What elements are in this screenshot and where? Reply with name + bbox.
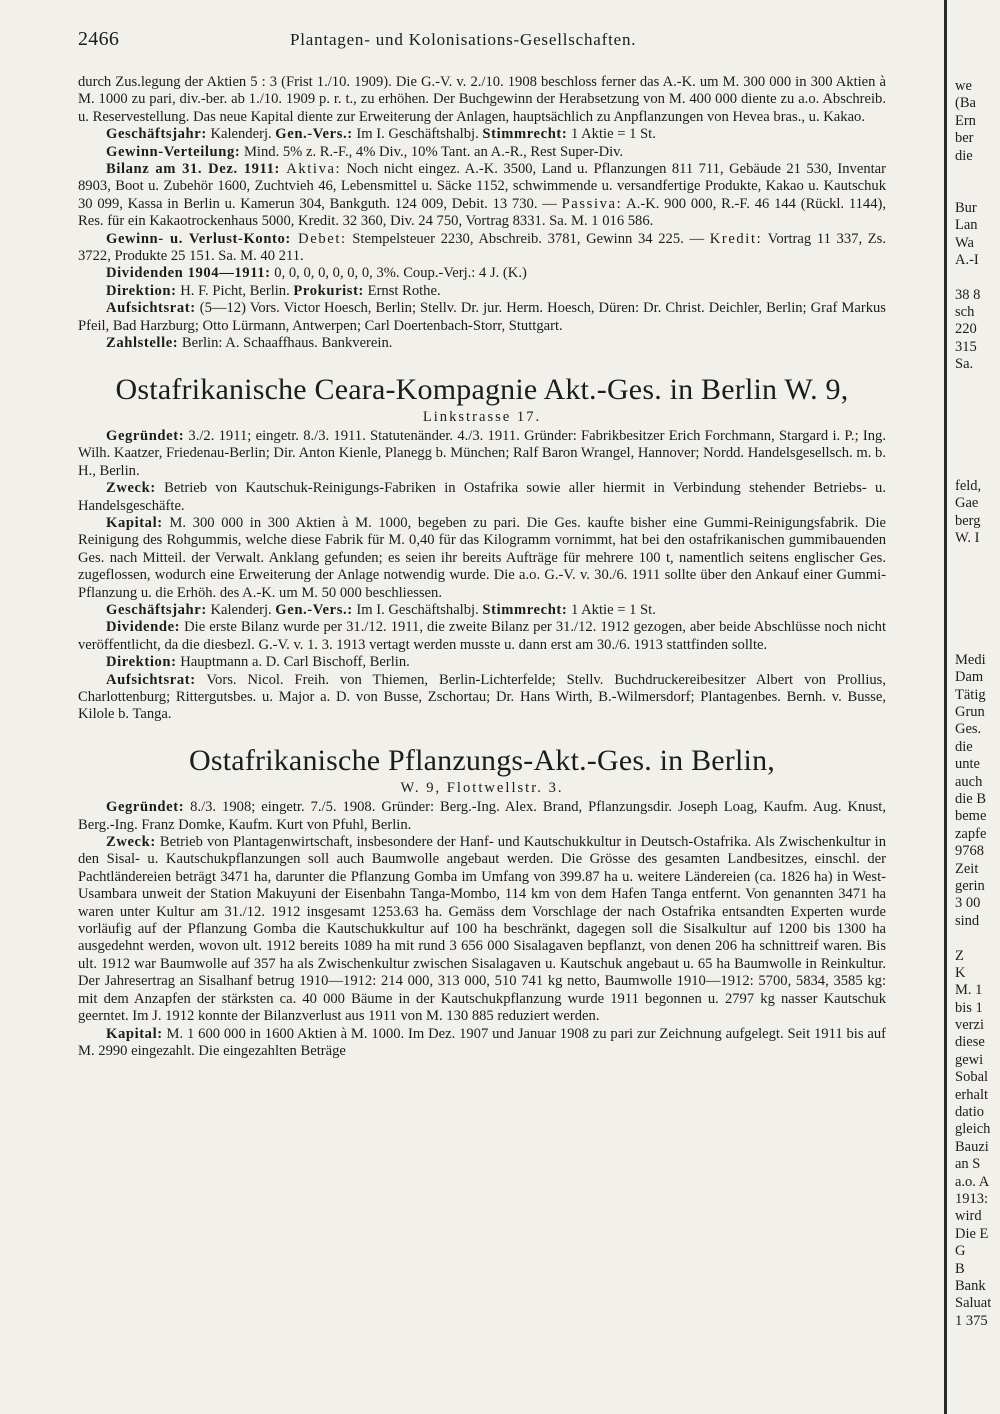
margin-fragment: K — [955, 964, 966, 981]
margin-fragment: zapfe — [955, 825, 987, 842]
company-title-ceara: Ostafrikanische Ceara-Kompagnie Akt.-Ges. in Berlin W. 9, — [115, 372, 849, 406]
page-header — [78, 28, 934, 56]
margin-fragment: Gae — [955, 495, 979, 512]
section1-gv-konto — [78, 231, 886, 266]
section1-dividenden — [78, 265, 886, 282]
margin-fragment: feld, — [955, 477, 982, 494]
margin-fragment — [955, 408, 1000, 425]
section2-gegruendet — [78, 428, 886, 480]
margin-fragment: diese — [955, 1034, 985, 1051]
geschaeftsjahr-label: Geschäftsjahr: — [106, 126, 207, 143]
dividenden-label: Dividenden 1904—1911: — [106, 265, 271, 282]
margin-fragment: G — [955, 1243, 966, 1260]
aufsichtsrat-label: Aufsichtsrat: — [106, 300, 196, 317]
margin-fragment — [955, 461, 1000, 478]
margin-fragment: 9768 — [955, 843, 984, 860]
gewinn-text: Mind. 5% z. R.-F., 4% Div., 10% Tant. an A.-R., Rest Super-Div. — [240, 143, 624, 160]
margin-fragment: (Ba — [955, 95, 976, 112]
genvers-text: Im I. Geschäftshalbj. — [352, 126, 483, 143]
company-address-pflanzungs: W. 9, Flottwellstr. 3. — [400, 779, 564, 796]
column-divider — [944, 0, 947, 1414]
section2-aufsichtsrat — [78, 672, 886, 724]
margin-fragment: 220 — [955, 321, 977, 338]
prokurist-text: Ernst Rothe. — [364, 282, 441, 299]
direktion-label: Direktion: — [106, 282, 177, 299]
bilanz-label: Bilanz am 31. Dez. 1911: — [106, 161, 280, 178]
margin-fragment: auch — [955, 773, 983, 790]
margin-fragment: wird — [955, 1208, 982, 1225]
zweck-label: Zweck: — [106, 834, 156, 851]
company-title-pflanzungs: Ostafrikanische Pflanzungs-Akt.-Ges. in Berlin, — [189, 743, 775, 777]
gegruendet-text: 3./2. 1911; eingetr. 8./3. 1911. Statutenänder. 4./3. 1911. Gründer: Fabrikbesitzer Erich Forchmann, Stargard i. P.; Ing. Wilh. Kaatzer, Friedenau-Berlin; Dir. Anton Kienle, Planegg b. München; Ralf Baron Wrangel, Hannover; Nordd. Handelsgesellsch. m. b. H., Berlin. — [78, 427, 886, 479]
zahlstelle-text: Berlin: A. Schaaffhaus. Bankverein. — [178, 335, 393, 352]
section1-zahlstelle — [78, 335, 886, 352]
gv-debet-text: Stempelsteuer 2230, Abschreib. 3781, Gewinn 34 225. — — [346, 230, 710, 247]
genvers-text: Im I. Geschäftshalbj. — [352, 601, 483, 618]
margin-fragment — [955, 930, 1000, 947]
margin-fragment: Grun — [955, 704, 985, 721]
margin-fragment: gerin — [955, 877, 985, 894]
bilanz-passiva-word: Passiva: — [561, 195, 623, 212]
margin-fragment: Sobal — [955, 1069, 989, 1086]
margin-fragment: Bur — [955, 199, 977, 216]
genvers-label: Gen.-Vers.: — [275, 601, 353, 618]
prokurist-label: Prokurist: — [293, 282, 364, 299]
stimmrecht-label: Stimmrecht: — [482, 601, 568, 618]
bilanz-aktiva-word: Aktiva: — [279, 161, 342, 178]
aufsichtsrat-text: Vors. Nicol. Freih. von Thiemen, Berlin-Lichterfelde; Stellv. Buchdruckereibesitzer Albert von Prollius, Charlottenburg; Rittergutsbes. u. Major a. D. von Busse, Zschortau; Dr. Hans Wirth, B.-Wilmersdorf; Plantagenbes. Bernh. v. Busse, Kilole b. Tanga. — [78, 671, 886, 723]
margin-fragment: Tätig — [955, 686, 986, 703]
margin-fragment: A.-I — [955, 251, 979, 268]
margin-fragment — [955, 374, 1000, 391]
margin-fragment — [955, 426, 1000, 443]
zweck-text: Betrieb von Plantagenwirtschaft, insbesondere der Hanf- und Kautschukkultur in Deutsch-Ostafrika. Als Zwischenkultur in den Sisal- u. Kautschukpflanzungen soll auch Baumwolle angebaut werden. Die Grösse des gesamten Landbesitzes, einschl. der Pachtländereien beträgt 3471 ha, darunter die Pflanzung Gomba im Umfang von 399.87 ha u. weitere Ländereien (ca. 1826 ha) in West-Usambara unweit der Station Makuyuni der Eisenbahn Tanga-Mombo, 114 km von dem Hafen Tanga entfernt. Von genannten 3471 ha waren unter Kultur am 31./12. 1912 insgesamt 1253.63 ha. Gemäss dem Vorschlage der nach Ostafrika entsandten Experten wurde vorläufig auf der Pflanzung Gomba die Kautschukkultur auf 100 ha beschränkt, dagegen soll die Sisalkultur auf 1200 bis 1300 ha ausgedehnt werden, wovon ult. 1912 bereits 1089 ha mit rund 3 656 000 Sisalagaven bepflanzt, von denen 206 ha schnittreif waren. Bis ult. 1912 war Baumwolle auf 357 ha als Zwischenkultur zwischen Sisalagaven u. Kautschuk angebaut u. 65 ha Baumwolle in Reinkultur. Der Jahresertrag an Sisalhanf betrug 1910—1912: 214 000, 313 000, 510 741 kg netto, Baumwolle 1910—1912: 5700, 5834, 3585 kg: mit dem Anzapfen der stärksten ca. 40 000 Bäume in der Kautschukpflanzung wurde 1911 begonnen u. 2797 kg nasser Kautschuk geerntet. Im J. 1912 konnte der Bilanzverlust aus 1911 von M. 130 885 reduziert werden. — [78, 834, 886, 1025]
zweck-label: Zweck: — [106, 480, 156, 497]
stimmrecht-text: 1 Aktie = 1 St. — [567, 601, 656, 618]
margin-fragment: verzi — [955, 1017, 984, 1034]
margin-fragment: Bauzi — [955, 1138, 989, 1155]
section2-kapital — [78, 515, 886, 602]
margin-fragment — [955, 600, 1000, 617]
margin-fragment — [955, 165, 1000, 182]
direktion-text: H. F. Picht, Berlin. — [176, 282, 294, 299]
gegruendet-label: Gegründet: — [106, 427, 185, 444]
margin-fragment: an S — [955, 1156, 981, 1173]
adjacent-page-margin — [955, 78, 1000, 1408]
margin-fragment: 1 375 — [955, 1312, 988, 1329]
direktion-label: Direktion: — [106, 654, 177, 671]
margin-fragment: Medi — [955, 651, 986, 668]
section1-gewinn — [78, 144, 886, 161]
bilanz-passiva-text: A.-K. 900 000, R.-F. 46 144 (Rückl. 1144), Res. für ein Kakaotrockenhaus 5000, Kredit. 32 360, Div. 24 750, Vortrag 8331. Sa. M. 1 016 586. — [78, 195, 886, 230]
section2-geschaeftsjahr — [78, 602, 886, 619]
gegruendet-text: 8./3. 1908; eingetr. 7./5. 1908. Gründer: Berg.-Ing. Alex. Brand, Pflanzungsdir. Joseph Loag, Kaufm. Aug. Knust, Berg.-Ing. Franz Domke, Kaufm. Kurt von Pfuhl, Berlin. — [78, 799, 886, 833]
section2-zweck — [78, 480, 886, 515]
margin-fragment: Bank — [955, 1277, 986, 1294]
gv-label: Gewinn- u. Verlust-Konto: — [106, 230, 291, 247]
margin-fragment: Zeit — [955, 860, 979, 877]
section1-bilanz — [78, 161, 886, 231]
margin-fragment: M. 1 — [955, 982, 983, 999]
section2-dividende — [78, 619, 886, 654]
company-address-ceara: Linkstrasse 17. — [422, 408, 542, 425]
dividende-text: Die erste Bilanz wurde per 31./12. 1911, die zweite Bilanz per 31./12. 1912 gezogen, aber beide Abschlüsse noch nicht veröffentlicht, da die diesbezl. G.-V. v. 1. 3. 1913 vertagt werden musste u. dann erst am 30./6. 1913 stattfinden sollte. — [78, 619, 886, 653]
gewinn-label: Gewinn-Verteilung: — [106, 143, 241, 160]
gv-kredit-text: Vortrag 11 337, Zs. 3722, Produkte 25 151. Sa. M. 40 211. — [78, 230, 886, 265]
margin-fragment — [955, 182, 1000, 199]
margin-fragment: we — [955, 78, 972, 94]
margin-fragment: B — [955, 1260, 965, 1277]
margin-fragment: erhalt — [955, 1086, 989, 1103]
margin-fragment: Dam — [955, 669, 984, 686]
section1-intro: durch Zus.legung der Aktien 5 : 3 (Frist 1./10. 1909). Die G.-V. v. 2./10. 1908 beschloss ferner das A.-K. um M. 300 000 in 300 Aktien à M. 1000 zu pari, div.-ber. ab 1./10. 1909 p. r. t., zu erhöhen. Der Buchgewinn der Herabsetzung von M. 400 000 diente zu a.o. Abschreib. u. Reservestellung. Das neue Kapital diente zur Erweiterung der Anlagen, hauptsächlich zu Anpflanzungen von Hevea bras., u. Kakao. — [78, 74, 886, 125]
margin-fragment: Die E — [955, 1225, 989, 1242]
margin-fragment: sind — [955, 912, 980, 929]
margin-fragment — [955, 635, 1000, 652]
margin-fragment: 1913: — [955, 1191, 989, 1207]
margin-fragment: 315 — [955, 338, 977, 355]
geschaeftsjahr-text: Kalenderj. — [206, 601, 276, 618]
gegruendet-label: Gegründet: — [106, 799, 185, 816]
margin-fragment — [955, 582, 1000, 599]
margin-fragment — [955, 443, 1000, 460]
margin-fragment: Lan — [955, 217, 978, 234]
margin-fragment: die — [955, 147, 973, 164]
section3-gegruendet — [78, 799, 886, 834]
section1-geschaeftsjahr — [78, 126, 886, 143]
kapital-text: M. 300 000 in 300 Aktien à M. 1000, begeben zu pari. Die Ges. kaufte bisher eine Gummi-Reinigungsfabrik. Die Reinigung des Rohgummis, welche diese Fabrik für M. 0,40 für das Kilogramm vornimmt, hat bei den ostafrikanischen gummibauenden Ges. nach Mitteil. der Verwalt. Anklang gefunden; es seien ihr bereits Aufträge für mehrere 100 t, namentlich seitens englischer Ges. zugeflossen, wodurch eine Erweiterung der Anlage notwendig wurde. Die a.o. G.-V. v. 30./6. 1911 sollte über den Ankauf einer Gummi-Pflanzung u. die Erhöh. des A.-K. um M. 50 000 beschliessen. — [78, 514, 886, 601]
margin-fragment: gewi — [955, 1051, 984, 1068]
genvers-label: Gen.-Vers.: — [275, 126, 353, 143]
kapital-label: Kapital: — [106, 1025, 163, 1042]
aufsichtsrat-text: (5—12) Vors. Victor Hoesch, Berlin; Stellv. Dr. jur. Herm. Hoesch, Düren: Dr. Christ. Deichler, Berlin; Graf Markus Pfeil, Bad Harzburg; Otto Lürmann, Antwerpen; Carl Doertenbach-Storr, Stuttgart. — [78, 300, 886, 334]
margin-fragment: 38 8 — [955, 286, 981, 303]
margin-fragment — [955, 269, 1000, 286]
section3-kapital — [78, 1026, 886, 1061]
kapital-label: Kapital: — [106, 514, 163, 531]
margin-fragment: berg — [955, 512, 981, 529]
geschaeftsjahr-label: Geschäftsjahr: — [106, 601, 207, 618]
margin-fragment: datio — [955, 1104, 984, 1121]
margin-fragment: gleich — [955, 1121, 991, 1138]
margin-fragment: ber — [955, 130, 974, 147]
margin-fragment: die B — [955, 791, 987, 808]
section3-zweck — [78, 834, 886, 1025]
dividende-label: Dividende: — [106, 619, 181, 636]
margin-fragment — [955, 617, 1000, 634]
margin-fragment: a.o. A — [955, 1173, 990, 1190]
section1-aufsichtsrat — [78, 300, 886, 335]
running-title: Plantagen- und Kolonisations-Gesellschaften. — [290, 30, 637, 49]
margin-fragment: 3 00 — [955, 895, 981, 912]
kapital-text: M. 1 600 000 in 1600 Aktien à M. 1000. Im Dez. 1907 und Januar 1908 zu pari zur Zeichnung aufgelegt. Seit 1911 bis auf M. 2990 eingezahlt. Die eingezahlten Beträge — [78, 1025, 886, 1059]
main-column — [78, 74, 886, 1060]
margin-fragment: sch — [955, 304, 975, 321]
margin-fragment: Z — [955, 947, 964, 964]
aufsichtsrat-label: Aufsichtsrat: — [106, 671, 196, 688]
direktion-text: Hauptmann a. D. Carl Bischoff, Berlin. — [176, 654, 410, 671]
margin-fragment: unte — [955, 756, 980, 773]
margin-fragment: Ern — [955, 112, 976, 129]
margin-fragment: Ges. — [955, 721, 982, 738]
margin-fragment: Saluat — [955, 1295, 992, 1312]
zahlstelle-label: Zahlstelle: — [106, 335, 179, 352]
margin-fragment: bis 1 — [955, 999, 983, 1016]
margin-fragment: Sa. — [955, 356, 974, 373]
page-number: 2466 — [78, 28, 120, 50]
section2-direktion — [78, 654, 886, 671]
margin-fragment: Wa — [955, 234, 974, 251]
margin-fragment: beme — [955, 808, 987, 825]
gv-debet-word: Debet: — [290, 230, 347, 247]
stimmrecht-label: Stimmrecht: — [482, 126, 568, 143]
bilanz-aktiva-text: Noch nicht eingez. A.-K. 3500, Land u. Pflanzungen 811 711, Gebäude 21 530, Inventar 8903, Boot u. Zubehör 1600, Zuchtvieh 46, Lebensmittel u. Säcke 1152, schwimmende u. versandfertige Produkte, Kakao u. Kautschuk 30 099, Kassa in Berlin u. Kamerun 304, Bankguth. 124 009, Debit. 13 730. — — [78, 161, 887, 212]
margin-fragment — [955, 565, 1000, 582]
section1-direktion — [78, 283, 886, 300]
margin-fragment: W. I — [955, 530, 980, 547]
margin-fragment — [955, 391, 1000, 408]
margin-fragment: die — [955, 738, 973, 755]
stimmrecht-text: 1 Aktie = 1 St. — [567, 126, 656, 143]
geschaeftsjahr-text: Kalenderj. — [206, 126, 276, 143]
gv-kredit-word: Kredit: — [709, 230, 763, 247]
margin-fragment — [955, 548, 1000, 565]
dividenden-text: 0, 0, 0, 0, 0, 0, 0, 3%. Coup.-Verj.: 4 J. (K.) — [270, 265, 527, 282]
zweck-text: Betrieb von Kautschuk-Reinigungs-Fabriken in Ostafrika sowie aller hiermit in Verbindung stehender Betriebs- u. Handelsgeschäfte. — [78, 480, 886, 514]
